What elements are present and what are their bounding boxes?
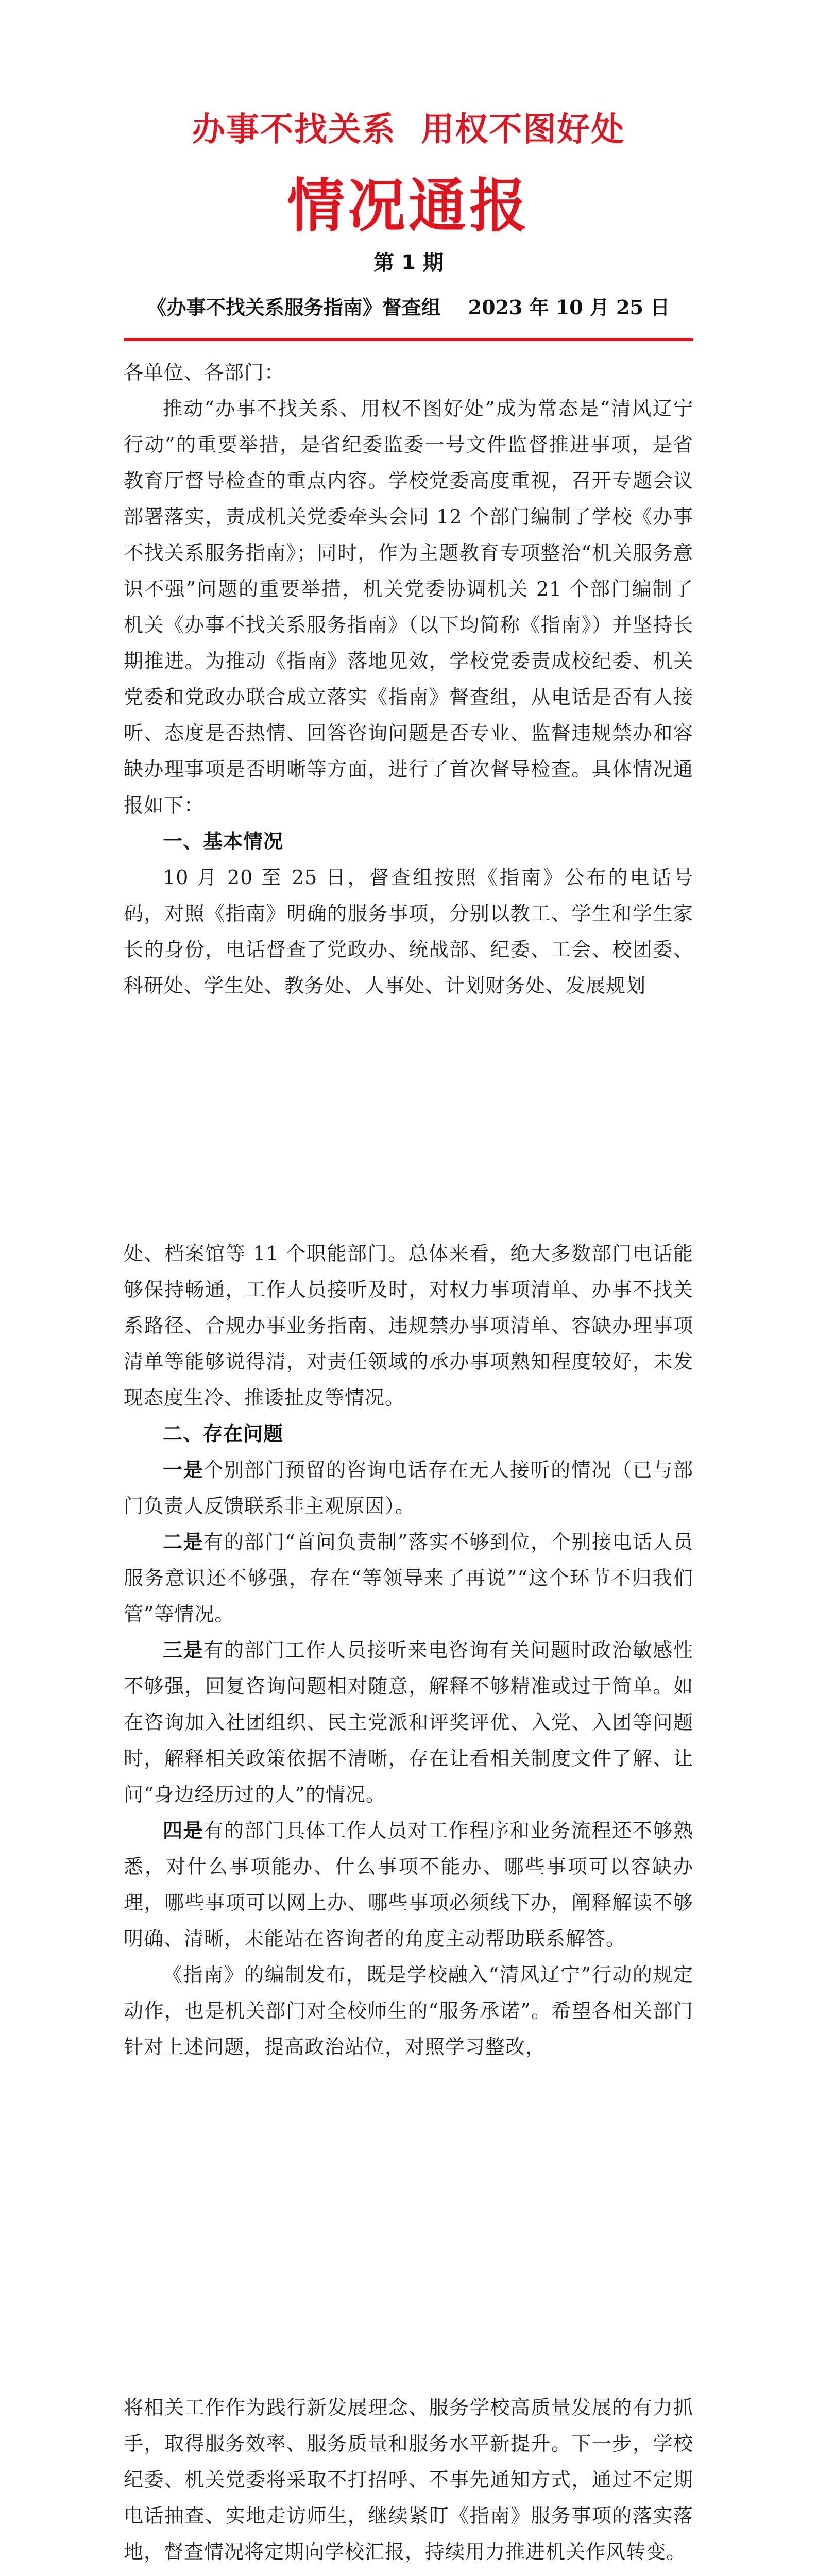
problem-lead-3: 三是 (163, 1639, 204, 1662)
closing-paragraph-start: 《指南》的编制发布，既是学校融入“清风辽宁”行动的规定动作，也是机关部门对全校师生的“服务承诺”。希望各相关部门针对上述问题，提高政治站位，对照学习整改， (124, 1963, 693, 2058)
problem-item-3 (124, 1632, 693, 1812)
problem-text-4: 有的部门具体工作人员对工作程序和业务流程还不够熟悉，对什么事项能办、什么事项不能办、哪些事项可以容缺办理，哪些事项可以网上办、哪些事项必须线下办，阐释解读不够明确、清晰，未能站在咨询者的角度主动帮助联系解答。 (124, 1819, 693, 1950)
closing-paragraph-end: 将相关工作作为践行新发展理念、服务学校高质量发展的有力抓手，取得服务效率、服务质量和服务水平新提升。下一步，学校纪委、机关党委将采取不打招呼、不事先通知方式，通过不定期电话抽查、实地走访师生，继续紧盯《指南》服务事项的落实落地，督查情况将定期向学校汇报，持续用力推进机关作风转变。 (124, 2396, 693, 2563)
issuer-and-date: 《办事不找关系服务指南》督查组 2023 年 10 月 25 日 (147, 296, 670, 319)
header-slogan: 办事不找关系 用权不图好处 (192, 111, 625, 149)
problem-lead-2: 二是 (163, 1531, 204, 1553)
body-block-2 (124, 1235, 693, 2065)
problem-text-2: 有的部门“首问负责制”落实不够到位，个别接电话人员服务意识还不够强，存在“等领导来了再说”“这个环节不归我们管”等情况。 (124, 1531, 693, 1625)
section-heading-problems: 二、存在问题 (163, 1422, 284, 1445)
page-title: 情况通报 (287, 173, 530, 240)
basic-situation-paragraph-end: 处、档案馆等 11 个职能部门。总体来看，绝大多数部门电话能够保持畅通，工作人员接听及时，对权力事项清单、办事不找关系路径、合规办事业务指南、违规禁办事项清单、容缺办理事项清单等能够说得清，对责任领域的承办事项熟知程度较好，未发现态度生冷、推诿扯皮等情况。 (124, 1242, 693, 1409)
header-red-divider (124, 338, 693, 341)
body-block-1 (124, 354, 693, 1004)
problem-lead-1: 一是 (163, 1459, 204, 1481)
problem-text-3: 有的部门工作人员接听来电咨询有关问题时政治敏感性不够强，回复咨询问题相对随意，解释不够精准或过于简单。如在咨询加入社团组织、民主党派和评奖评优、入党、入团等问题时，解释相关政策依据不清晰，存在让看相关制度文件了解、让问“身边经历过的人”的情况。 (124, 1639, 693, 1806)
intro-paragraph: 推动“办事不找关系、用权不图好处”成为常态是“清风辽宁行动”的重要举措，是省纪委监委一号文件监督推进事项，是省教育厅督导检查的重点内容。学校党委高度重视，召开专题会议部署落实，责成机关党委牵头会同 12 个部门编制了学校《办事不找关系服务指南》；同时，作为主题教育专项整治“机关服务意识不强”问题的重要举措，机关党委协调机关 21 个部门编制了机关《办事不找关系服务指南》（以下均简称《指南》）并坚持长期推进。为推动《指南》落地见效，学校党委责成校纪委、机关党委和党政办联合成立落实《指南》督查组，从电话是否有人接听、态度是否热情、回答咨询问题是否专业、监督违规禁办和容缺办理事项是否明晰等方面，进行了首次督导检查。具体情况通报如下： (124, 397, 693, 817)
problem-item-4 (124, 1812, 693, 1957)
issue-number: 第 1 期 (373, 251, 444, 275)
salutation: 各单位、各部门： (124, 361, 285, 384)
problem-item-2 (124, 1524, 693, 1632)
section-heading-basic: 一、基本情况 (163, 830, 284, 853)
problem-text-1: 个别部门预留的咨询电话存在无人接听的情况（已与部门负责人反馈联系非主观原因）。 (124, 1459, 693, 1517)
problem-item-1 (124, 1452, 693, 1524)
body-block-3 (124, 2389, 693, 2570)
basic-situation-paragraph-start: 10 月 20 至 25 日，督查组按照《指南》公布的电话号码，对照《指南》明确的服务事项，分别以教工、学生和学生家长的身份，电话督查了党政办、统战部、纪委、工会、校团委、科研处、学生处、教务处、人事处、计划财务处、发展规划 (124, 866, 693, 997)
problem-lead-4: 四是 (163, 1819, 204, 1842)
